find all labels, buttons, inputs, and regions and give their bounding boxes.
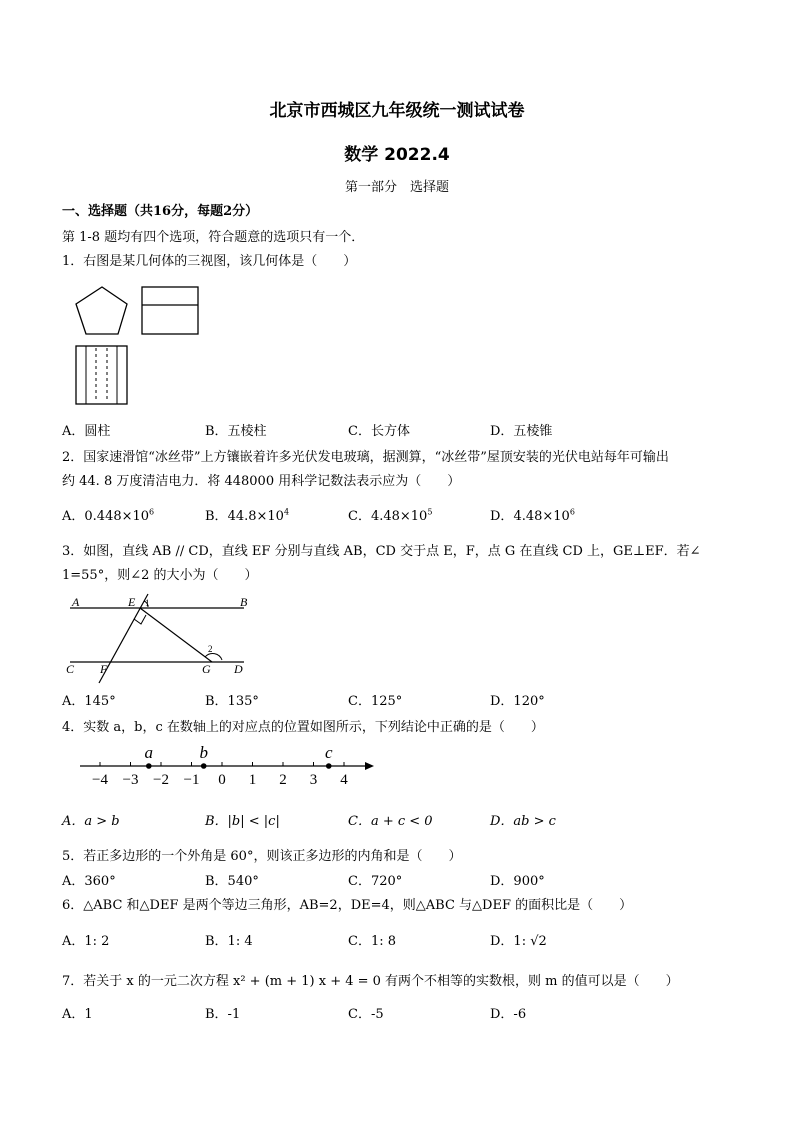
question-2-line1: 2．国家速滑馆“冰丝带”上方镶嵌着许多光伏发电玻璃，据测算，“冰丝带”屋顶安装的光伏电站每年可输出 (62, 450, 669, 465)
axis-tick-label: 2 (279, 772, 287, 788)
q1-option-b: B．五棱柱 (205, 424, 267, 439)
q1-option-a: A．圆柱 (62, 424, 111, 439)
axis-tick-label: 0 (218, 772, 226, 788)
point-a (146, 763, 152, 769)
q4-option-d: D．ab > c (490, 814, 556, 829)
question-2-line2: 约 44. 8 万度清洁电力．将 448000 用科学记数法表示应为（ ） (62, 474, 461, 489)
axis-tick-label: −4 (92, 772, 108, 788)
q7-option-c: C．-5 (348, 1007, 384, 1022)
label-g: G (202, 662, 211, 676)
section-intro: 第 1-8 题均有四个选项，符合题意的选项只有一个． (62, 230, 365, 245)
question-5-stem: 5．若正多边形的一个外角是 60°，则该正多边形的内角和是（ ） (62, 849, 462, 864)
label-2: 2 (208, 644, 213, 654)
label-a: A (72, 595, 80, 609)
question-1-stem: 1．右图是某几何体的三视图，该几何体是（ ） (62, 254, 357, 269)
q1-option-d: D．五棱锥 (490, 424, 553, 439)
q5-option-b: B．540° (205, 874, 259, 889)
label-f: F (100, 662, 108, 676)
q6-option-d: D．1: √2 (490, 934, 547, 949)
label-e: E (128, 595, 136, 609)
q2-option-b: B．$44.8\times 10^4$ (205, 507, 290, 524)
q4-option-b: B．|b| < |c| (205, 814, 280, 829)
three-view-figure (70, 282, 210, 406)
number-line-figure (70, 740, 380, 788)
q2-option-a: A．$0.448\times 10^6$ (62, 507, 155, 524)
q4-option-c: C．a + c < 0 (348, 814, 433, 829)
label-d: D (234, 662, 243, 676)
parallel-lines-figure (62, 590, 262, 685)
q6-option-a: A．1: 2 (62, 934, 110, 949)
section-heading: 一、选择题（共16分，每题2分） (62, 204, 259, 219)
point-b (201, 763, 207, 769)
q6-option-b: B．1: 4 (205, 934, 253, 949)
q3-option-c: C．125° (348, 694, 403, 709)
q7-option-b: B．-1 (205, 1007, 241, 1022)
q3-option-d: D．120° (490, 694, 545, 709)
q2-option-d: D．$4.48\times 10^6$ (490, 507, 575, 524)
axis-tick-label: 4 (340, 772, 348, 788)
label-c: C (66, 662, 75, 676)
front-view-rect (142, 287, 198, 334)
part-label: 第一部分 选择题 (344, 180, 449, 195)
axis-tick-label: −3 (122, 772, 139, 788)
question-3-line1: 3．如图，直线 AB // CD，直线 EF 分别与直线 AB，CD 交于点 E，F，点 G 在直线 CD 上，GE⊥EF．若∠ (62, 544, 701, 559)
page-subtitle: 数学 2022.4 (344, 145, 450, 165)
side-view-rect (76, 346, 127, 404)
point-label-a: a (144, 743, 154, 762)
point-label-c: c (324, 743, 333, 762)
q5-option-d: D．900° (490, 874, 545, 889)
axis-arrow-icon (365, 762, 374, 770)
axis-tick-label: 1 (248, 772, 257, 788)
axis-tick-label: −2 (153, 772, 169, 788)
axis-tick-label: 3 (309, 772, 318, 788)
q3-option-b: B．135° (205, 694, 259, 709)
q7-option-a: A．1 (62, 1007, 93, 1022)
question-7-stem: 7．若关于 x 的一元二次方程 x² + (m + 1) x + 4 = 0 有两个不相等的实数根，则 m 的值可以是（ ） (62, 974, 679, 989)
question-4-stem: 4．实数 a，b，c 在数轴上的对应点的位置如图所示，下列结论中正确的是（ ） (62, 720, 544, 735)
q3-option-a: A．145° (62, 694, 116, 709)
label-b: B (240, 595, 248, 609)
page-title: 北京市西城区九年级统一测试试卷 (269, 101, 525, 121)
q2-option-c: C．$4.48\times 10^5$ (348, 507, 433, 524)
q6-option-c: C．1: 8 (348, 934, 397, 949)
question-3-line2: 1=55°，则∠2 的大小为（ ） (62, 568, 258, 583)
q5-option-a: A．360° (62, 874, 116, 889)
segment-ge (140, 608, 212, 662)
q4-option-a: A．a > b (62, 814, 120, 829)
point-label-b: b (199, 743, 208, 762)
axis-tick-label: −1 (183, 772, 200, 788)
top-view-pentagon (76, 287, 127, 334)
q5-option-c: C．720° (348, 874, 403, 889)
q7-option-d: D．-6 (490, 1007, 527, 1022)
label-1: 1 (145, 598, 150, 608)
question-6-stem: 6．△ABC 和△DEF 是两个等边三角形，AB=2，DE=4，则△ABC 与△DEF 的面积比是（ ） (62, 898, 633, 913)
q1-option-c: C．长方体 (348, 424, 410, 439)
point-c (326, 763, 332, 769)
